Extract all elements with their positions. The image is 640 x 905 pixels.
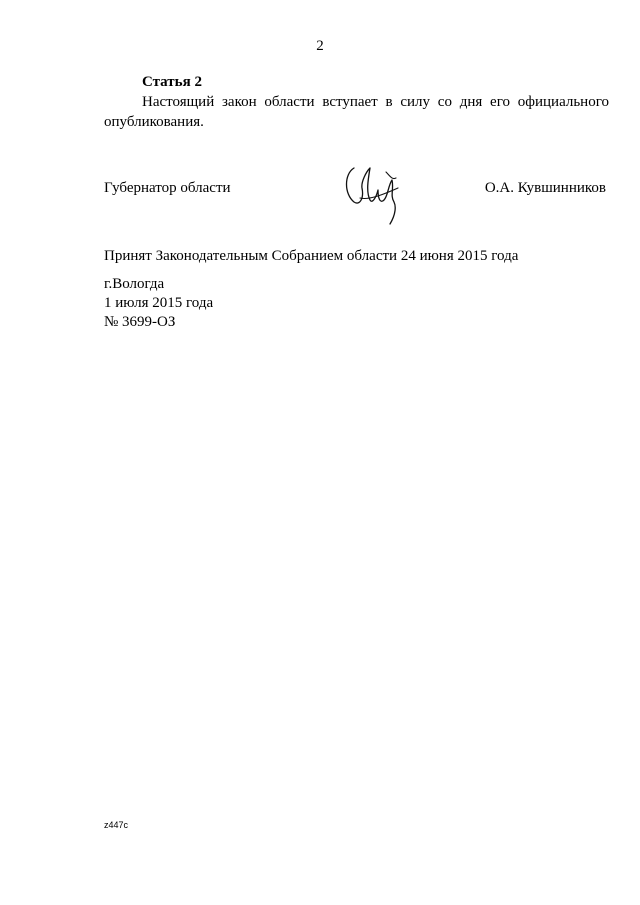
law-number: № 3699-ОЗ (104, 314, 176, 330)
place-date-block (104, 275, 213, 332)
governor-name: О.А. Кувшинников (484, 180, 606, 196)
article-body: Настоящий закон области вступает в силу со дня его официального опубликования. (104, 94, 609, 130)
date: 1 июля 2015 года (104, 295, 214, 311)
page-number: 2 (316, 38, 324, 54)
signature-image (340, 158, 412, 230)
governor-title: Губернатор области (104, 180, 231, 196)
article-title: Статья 2 (142, 74, 202, 90)
adoption-statement: Принят Законодательным Собранием области 24 июня 2015 года (104, 248, 519, 264)
place: г.Вологда (104, 276, 165, 292)
document-code: z447c (104, 820, 129, 830)
